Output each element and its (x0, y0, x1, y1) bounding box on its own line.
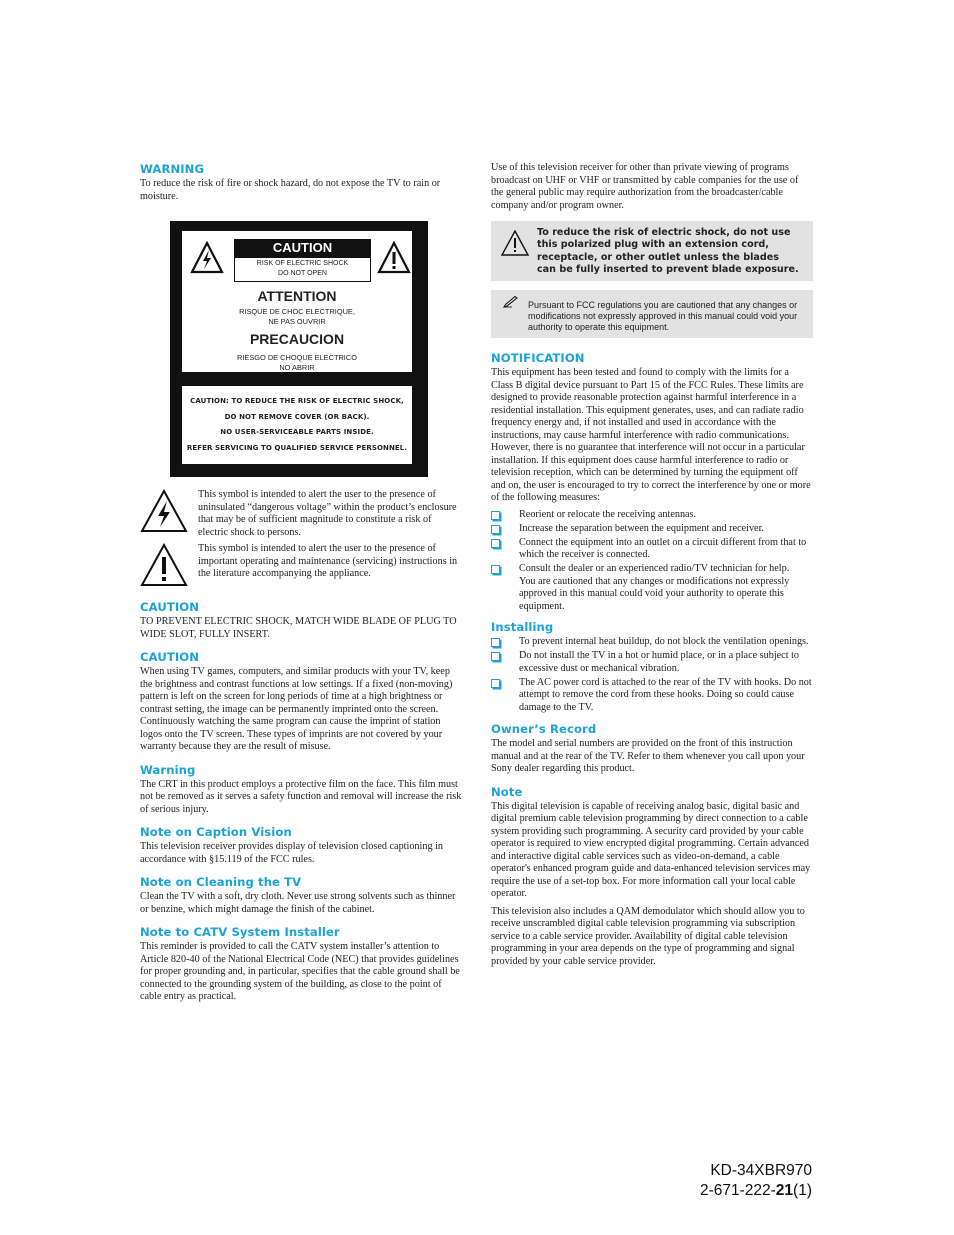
list-item-text: Connect the equipment into an outlet on a circuit different from that to which the receiver is connected. (519, 536, 807, 560)
part-number (700, 1181, 812, 1201)
installing-heading: Installing (491, 620, 554, 634)
list-item-text: To prevent internal heat buildup, do not block the ventilation openings. (519, 636, 809, 647)
caption-text: This television receiver provides display of television closed captioning in accordance with §15.119 of the FCC rules. (140, 841, 444, 865)
caution-subtitle (234, 257, 371, 282)
part-number-bold: 21 (775, 1182, 794, 1199)
caution-label-top (182, 231, 412, 372)
checkbox-bullet-icon (491, 539, 500, 548)
notification-list (491, 509, 813, 614)
attention-sub-line2: NE PAS OUVRIR (268, 317, 326, 326)
caution-sub-line2: DO NOT OPEN (278, 270, 327, 277)
caution-label-bottom (182, 386, 412, 464)
list-item (491, 650, 813, 675)
polarized-plug-text: To reduce the risk of electric shock, do not use this polarized plug with an extension cord, receptacle, or other outlet unless the blades can be fully inserted to prevent blade exposure. (537, 227, 799, 276)
right-column (491, 162, 813, 968)
checkbox-bullet-icon (491, 679, 500, 688)
caution2-heading: CAUTION (140, 650, 200, 664)
checkbox-bullet-icon (491, 652, 500, 661)
list-item (491, 537, 813, 562)
attention-sub-line1: RISQUE DE CHOC ELECTRIQUE, (239, 307, 355, 316)
exclamation-warning-icon (140, 543, 188, 587)
caution-line4: REFER SERVICING TO QUALIFIED SERVICE PERSONNEL. (186, 443, 408, 452)
caution1-heading: CAUTION (140, 600, 200, 614)
caution-title: CAUTION (234, 239, 371, 257)
caution2-text: When using TV games, computers, and similar products with your TV, keep the brightness and contrast functions at low settings. If a fixed (non-moving) pattern is left on the screen for long periods of time at a high brightness or contrast setting, the image can be permanently imprinted onto the screen. Continuously watching the same program can cause the imprint of station logos onto the TV screen. These types of imprints are not covered by your warranty because they are the result of misuse. (140, 666, 453, 752)
checkbox-bullet-icon (491, 638, 500, 647)
list-item-text: The AC power cord is attached to the rear of the TV with hooks. Do not attempt to remove the cord from these hooks. Doing so could cause damage to the TV. (519, 676, 812, 713)
caution-line3: NO USER-SERVICEABLE PARTS INSIDE. (220, 428, 374, 436)
intro-text: Use of this television receiver for other than private viewing of programs broadcast on UHF or VHF or transmitted by cable companies for the use of the general public may require authorization from the broadcaster/cable company and/or program owner. (491, 162, 799, 211)
symbol-lightning-note (140, 489, 462, 543)
caution1-text: TO PREVENT ELECTRIC SHOCK, MATCH WIDE BLADE OF PLUG TO WIDE SLOT, FULLY INSERT. (140, 616, 457, 640)
caution-line1: CAUTION: TO REDUCE THE RISK OF ELECTRIC SHOCK, (190, 397, 404, 405)
warning-heading: WARNING (140, 162, 205, 176)
lightning-warning-icon (140, 489, 188, 533)
owners-record-heading: Owner’s Record (491, 722, 597, 736)
checkbox-bullet-icon (491, 525, 500, 534)
note-heading: Note (491, 784, 523, 799)
attention-subtitle (182, 307, 412, 327)
lightning-warning-icon (190, 241, 224, 275)
list-item (491, 509, 813, 522)
symbol1-text: This symbol is intended to alert the user to the presence of uninsulated “dangerous voltage” within the product’s enclosure that may be of sufficient magnitude to constitute a risk of electric shock to persons. (198, 489, 457, 538)
precaucion-subtitle (182, 353, 412, 373)
part-number-prefix: 2-671-222- (699, 1182, 776, 1199)
checkbox-bullet-icon (491, 511, 500, 520)
list-item-text: Consult the dealer or an experienced radio/TV technician for help. (519, 563, 790, 574)
note-text1: This digital television is capable of receiving analog basic, digital basic and digital premium cable television programming by direct connection to a cable system providing such programming. A security card provided by your cable operator is required to view encrypted digital programming. Certain advanced and interactive digital cable services such as video-on-demand, a cable operator's enhanced program guide and data-enhanced television services may require the use of a set-top box. For more information call your local cable operator. (491, 800, 811, 899)
warning2-heading: Warning (140, 762, 196, 777)
cleaning-heading: Note on Cleaning the TV (140, 875, 302, 889)
polarized-plug-notice (491, 221, 813, 281)
precaucion-title: PRECAUCION (249, 331, 345, 347)
part-number-suffix: (1) (793, 1182, 812, 1199)
caution-label (170, 221, 428, 477)
caution-line2: DO NOT REMOVE COVER (OR BACK). (224, 412, 370, 421)
catv-heading: Note to CATV System Installer (140, 925, 340, 939)
notification-heading: NOTIFICATION (491, 351, 585, 365)
exclamation-warning-icon (501, 230, 529, 256)
notification-text: This equipment has been tested and found to comply with the limits for a Class B digital device pursuant to Part 15 of the FCC Rules. These limits are designed to provide reasonable protection against harmful interference in a residential installation. This equipment generates, uses, and can radiate radio frequency energy and, if not installed and used in accordance with the instructions, may cause harmful interference with radio communications. However, there is no guarantee that interference will not occur in a particular installation. If this equipment does cause harmful interference to radio or television reception, which can be determined by turning the equipment off and on, the user is encouraged to try to correct the interference by one or more of the following measures: (491, 367, 811, 503)
warning-text: To reduce the risk of fire or shock hazard, do not expose the TV to rain or moisture. (140, 178, 441, 202)
list-item-text: Reorient or relocate the receiving antennas. (519, 508, 697, 520)
model-code (700, 1161, 812, 1201)
precaucion-sub-line2: NO ABRIR (279, 363, 315, 372)
attention-title: ATTENTION (257, 288, 337, 304)
list-item (491, 677, 813, 715)
checkbox-bullet-icon (491, 565, 500, 574)
note-text2: This television also includes a QAM demodulator which should allow you to receive unscrambled digital cable television programming via subscription service to a cable service provider. Availability of digital cable television programming in your area depends on the type of programming and signal provided by your cable service provider. (491, 905, 805, 967)
precaucion-sub-line1: RIESGO DE CHOQUE ELECTRICO (237, 353, 357, 362)
list-item (491, 523, 813, 536)
left-column (140, 162, 462, 1004)
caution-sub-line1: RISK OF ELECTRIC SHOCK (256, 260, 349, 267)
fcc-notice-text: Pursuant to FCC regulations you are cautioned that any changes or modifications not expressly approved in this manual could void your authority to operate this equipment. (528, 300, 798, 332)
symbol-exclamation-note (140, 543, 462, 597)
cleaning-text: Clean the TV with a soft, dry cloth. Never use strong solvents such as thinner or benzine, which might damage the finish of the cabinet. (140, 891, 456, 915)
owners-record-text: The model and serial numbers are provided on the front of this instruction manual and at the rear of the TV. Refer to them whenever you call upon your Sony dealer regarding this product. (491, 738, 805, 774)
warning2-text: The CRT in this product employs a protective film on the face. This film must not be removed as it serves a safety function and removal will increase the risk of serious injury. (140, 778, 462, 815)
list-item-text: Increase the separation between the equipment and receiver. (519, 522, 764, 534)
list-item-text: Do not install the TV in a hot or humid place, or in a place subject to excessive dust or mechanical vibration. (519, 650, 800, 674)
list-item (491, 636, 813, 649)
notification-after-text: You are cautioned that any changes or modifications not expressly approved in this manual could void your authority to operate this equipment. (519, 575, 790, 612)
list-item (491, 563, 813, 613)
catv-text: This reminder is provided to call the CATV system installer’s attention to Article 820-40 of the National Electrical Code (NEC) that provides guidelines for proper grounding and, in particular, specifies that the cable ground shall be connected to the grounding system of the building, as close to the point of cable entry as practical. (140, 941, 460, 1002)
fcc-notice (491, 290, 813, 338)
model-number: KD-34XBR970 (710, 1162, 812, 1179)
exclamation-warning-icon (377, 241, 411, 275)
pencil-note-icon (503, 296, 519, 308)
caption-heading: Note on Caption Vision (140, 825, 292, 839)
symbol2-text: This symbol is intended to alert the user to the presence of important operating and maintenance (servicing) instructions in the literature accompanying the appliance. (198, 543, 458, 579)
installing-list (491, 636, 813, 714)
